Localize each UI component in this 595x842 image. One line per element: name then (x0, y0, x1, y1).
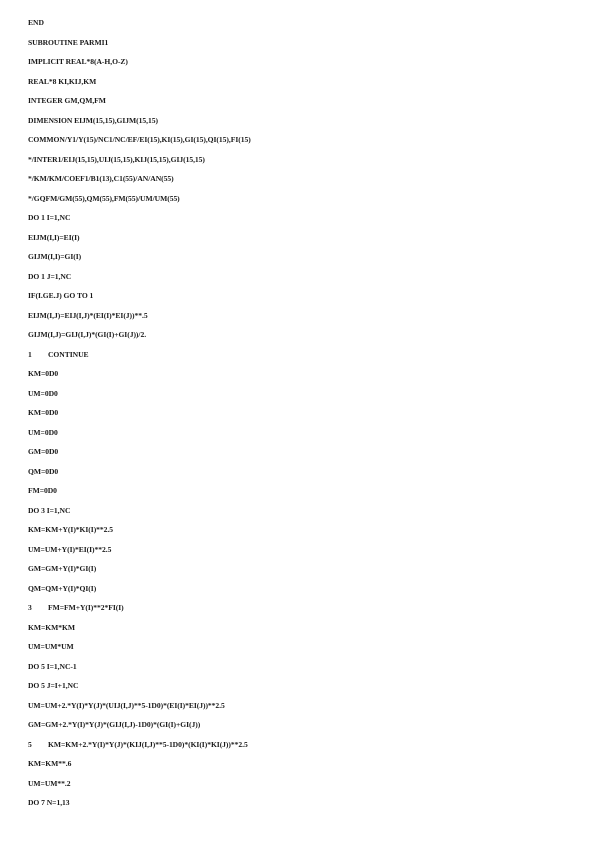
code-line (28, 213, 251, 233)
code-text: DO 5 I=1,NC-1 (28, 661, 77, 671)
code-text: COMMON/Y1/Y(15)/NC1/NC/EF/EI(15),KI(15),GI(15),QI(15),FI(15) (28, 135, 251, 144)
code-text: EIJM(I,I)=EI(I) (28, 232, 80, 242)
code-line (28, 233, 251, 253)
code-text: INTEGER GM,QM,FM (28, 96, 106, 105)
code-line (28, 642, 251, 662)
code-text: UM=0D0 (28, 388, 58, 398)
code-text: IF(I.GE.J) GO TO 1 (28, 291, 94, 300)
code-line (28, 252, 251, 272)
code-line (28, 525, 251, 545)
code-text: KM=KM*KM (28, 622, 75, 632)
code-line (28, 38, 251, 58)
code-line (28, 135, 251, 155)
fortran-code-listing (28, 18, 251, 818)
code-text: IMPLICIT REAL*8(A-H,O-Z) (28, 57, 128, 66)
code-line (28, 779, 251, 799)
code-text: END (28, 18, 44, 27)
code-line (28, 18, 251, 38)
code-text: SUBROUTINE PARMI1 (28, 37, 109, 47)
code-text: FM=0D0 (28, 486, 57, 495)
code-line (28, 603, 251, 623)
code-line (28, 447, 251, 467)
code-text: CONTINUE (48, 349, 89, 359)
code-line (28, 96, 251, 116)
code-line (28, 155, 251, 175)
statement-label: 3 (28, 603, 32, 612)
code-line (28, 311, 251, 331)
code-text: DO 1 J=1,NC (28, 271, 72, 281)
code-text: DO 3 I=1,NC (28, 505, 71, 515)
code-text: DO 5 J=I+1,NC (28, 681, 79, 690)
code-text: GM=GM+Y(I)*GI(I) (28, 564, 97, 573)
code-text: UM=UM**.2 (28, 778, 71, 788)
code-text: DO 7 N=1,13 (28, 798, 70, 807)
code-line (28, 408, 251, 428)
code-line (28, 681, 251, 701)
code-text: GIJM(I,J)=GIJ(I,J)*(GI(I)+GI(J))/2. (28, 330, 147, 339)
code-line (28, 272, 251, 292)
code-text: QM=0D0 (28, 466, 59, 476)
code-text: UM=UM+2.*Y(I)*Y(J)*(UIJ(I,J)**5-1D0)*(EI(I)*EI(J))**2.5 (28, 700, 225, 710)
code-line (28, 798, 251, 818)
code-text: KM=KM**.6 (28, 759, 72, 768)
code-text: REAL*8 KI,KIJ,KM (28, 76, 97, 86)
code-line (28, 57, 251, 77)
code-text: UM=UM*UM (28, 642, 74, 651)
code-text: */INTER1/EIJ(15,15),UIJ(15,15),KIJ(15,15),GIJ(15,15) (28, 154, 205, 164)
code-line (28, 389, 251, 409)
code-line (28, 720, 251, 740)
code-line (28, 740, 251, 760)
code-line (28, 701, 251, 721)
code-text: EIJM(I,J)=EIJ(I,J)*(EI(I)*EI(J))**.5 (28, 310, 148, 320)
code-text: DIMENSION EIJM(15,15),GIJM(15,15) (28, 115, 158, 125)
code-text: KM=0D0 (28, 369, 59, 378)
code-text: GIJM(I,I)=GI(I) (28, 252, 82, 261)
code-text: KM=KM+Y(I)*KI(I)**2.5 (28, 525, 114, 534)
code-line (28, 545, 251, 565)
code-text: KM=0D0 (28, 408, 59, 417)
code-line (28, 564, 251, 584)
code-text: GM=GM+2.*Y(I)*Y(J)*(GIJ(I,J)-1D0)*(GI(I)+GI(J)) (28, 720, 201, 729)
code-line (28, 174, 251, 194)
code-line (28, 428, 251, 448)
code-line (28, 350, 251, 370)
code-line (28, 623, 251, 643)
code-text: UM=0D0 (28, 427, 58, 437)
code-line (28, 369, 251, 389)
statement-label: 5 (28, 739, 32, 749)
code-text: KM=KM+2.*Y(I)*Y(J)*(KIJ(I,J)**5-1D0)*(KI(I)*KI(J))**2.5 (48, 739, 248, 749)
code-line (28, 486, 251, 506)
code-line (28, 759, 251, 779)
code-line (28, 77, 251, 97)
code-text: FM=FM+Y(I)**2*FI(I) (48, 603, 124, 612)
code-line (28, 584, 251, 604)
code-text: */KM/KM/COEF1/B1(13),C1(55)/AN/AN(55) (28, 174, 174, 183)
code-text: GM=0D0 (28, 447, 59, 456)
code-text: */GQFM/GM(55),QM(55),FM(55)/UM/UM(55) (28, 193, 180, 203)
code-line (28, 330, 251, 350)
statement-label: 1 (28, 349, 32, 359)
code-text: DO 1 I=1,NC (28, 213, 71, 222)
code-line (28, 662, 251, 682)
code-text: UM=UM+Y(I)*EI(I)**2.5 (28, 544, 112, 554)
code-line (28, 116, 251, 136)
code-line (28, 194, 251, 214)
code-line (28, 506, 251, 526)
code-line (28, 291, 251, 311)
code-line (28, 467, 251, 487)
code-text: QM=QM+Y(I)*QI(I) (28, 583, 97, 593)
